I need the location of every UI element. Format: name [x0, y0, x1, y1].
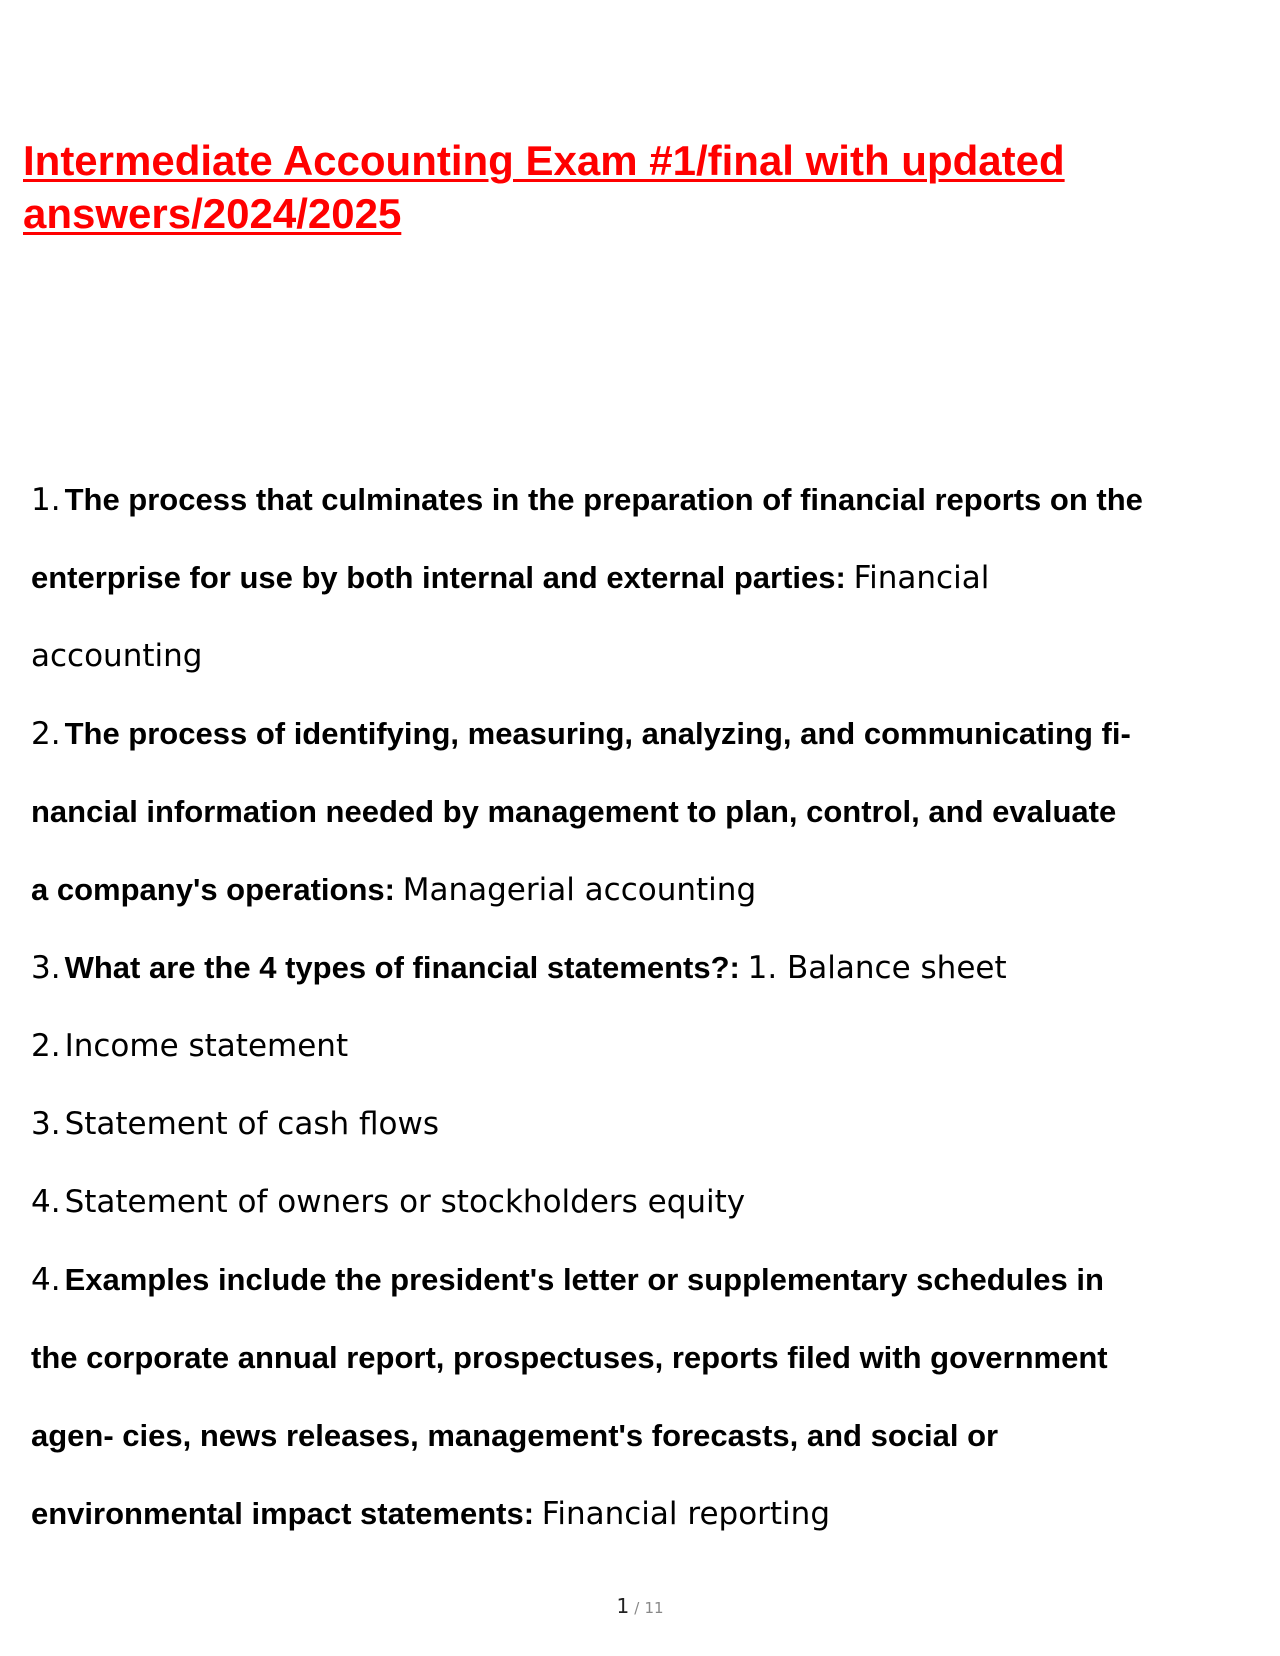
answer-text: Financial reporting	[541, 1496, 830, 1532]
document-title	[23, 134, 1223, 240]
answer-text: Income statement	[64, 1028, 349, 1064]
current-page: 1	[616, 1594, 630, 1618]
question-text: the corporate annual report, prospectuses, reports filed with government	[31, 1340, 1108, 1375]
list-item-line	[31, 773, 1241, 851]
question-text: What are the 4 types of financial statements?:	[64, 950, 740, 985]
answer-text: accounting	[31, 638, 203, 674]
list-item-line	[31, 461, 1241, 539]
list-item-line	[31, 929, 1241, 1007]
page-indicator	[0, 1594, 1280, 1618]
item-number: 2.	[31, 716, 61, 752]
answer-text: Managerial accounting	[402, 872, 757, 908]
answer-text: 1. Balance sheet	[747, 950, 1007, 986]
question-text: The process that culminates in the preparation of financial reports on the	[64, 482, 1143, 517]
question-text: enterprise for use by both internal and external parties:	[31, 560, 846, 595]
question-text: nancial information needed by management to plan, control, and evaluate	[31, 794, 1117, 829]
question-text: environmental impact statements:	[31, 1496, 535, 1531]
answer-number: 4.	[31, 1184, 61, 1220]
question-text: a company's operations:	[31, 872, 395, 907]
list-item-line	[31, 1085, 1241, 1163]
item-number: 3.	[31, 950, 61, 986]
list-item-line	[31, 1319, 1241, 1397]
list-item-line	[31, 539, 1241, 617]
question-text: agen- cies, news releases, management's forecasts, and social or	[31, 1418, 999, 1453]
answer-number: 2.	[31, 1028, 61, 1064]
list-item-line	[31, 1007, 1241, 1085]
page-separator: /	[634, 1599, 640, 1617]
question-list	[31, 461, 1241, 1553]
answer-text: Financial	[853, 560, 990, 596]
answer-text: Statement of cash flows	[64, 1106, 439, 1142]
list-item-line	[31, 695, 1241, 773]
question-text: The process of identifying, measuring, analyzing, and communicating fi-	[64, 716, 1131, 751]
answer-text: Statement of owners or stockholders equity	[64, 1184, 746, 1220]
list-item-line	[31, 1241, 1241, 1319]
list-item-line	[31, 617, 1241, 695]
answer-number: 3.	[31, 1106, 61, 1142]
list-item-line	[31, 1163, 1241, 1241]
item-number: 1.	[31, 482, 61, 518]
title-line-1: Intermediate Accounting Exam #1/final with updated	[23, 137, 1065, 184]
list-item-line	[31, 1397, 1241, 1475]
list-item-line	[31, 1475, 1241, 1553]
question-text: Examples include the president's letter or supplementary schedules in	[64, 1262, 1104, 1297]
item-number: 4.	[31, 1262, 61, 1298]
total-pages: 11	[644, 1599, 664, 1617]
list-item-line	[31, 851, 1241, 929]
title-line-2: answers/2024/2025	[23, 190, 402, 237]
